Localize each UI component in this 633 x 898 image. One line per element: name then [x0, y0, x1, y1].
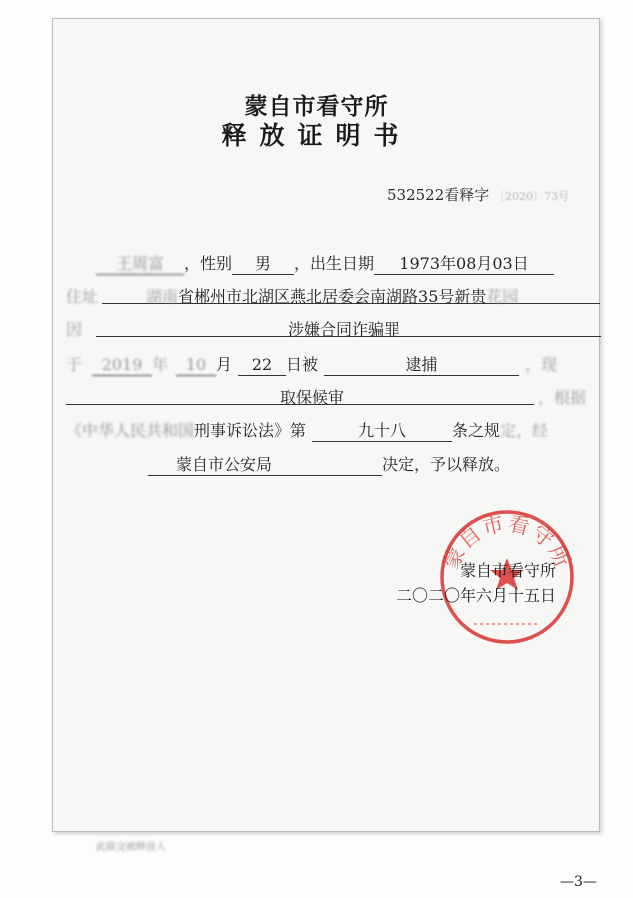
address-prefix: 住址 [66, 287, 99, 306]
detention-month-unit: 月 [216, 355, 233, 374]
detention-month: 10 [176, 355, 216, 376]
release-measure: 取保候审 [280, 388, 345, 407]
person-sex: 男 [232, 254, 294, 275]
detention-line [66, 352, 557, 376]
agency-title: 蒙自市看守所 [244, 93, 389, 120]
decision-line [148, 452, 510, 476]
article-faded-suffix: 定，经 [500, 421, 549, 440]
document-number [387, 184, 569, 205]
document-number-text: 532522看释字 [387, 186, 490, 204]
decision-authority: 蒙自市公安局 [148, 455, 382, 476]
address-province: 湖南 [146, 287, 179, 306]
detention-year: 2019 [92, 355, 152, 376]
footnote: 此联交被释放人 [96, 842, 166, 853]
release-suffix: ，根据 [538, 388, 587, 407]
address-fill [146, 284, 518, 307]
law-faded: 《中华人民共和国 [66, 421, 195, 440]
sex-label: ，性别 [184, 254, 233, 273]
person-line [96, 251, 554, 275]
birth-date: 1973年08月03日 [374, 254, 554, 275]
detention-day: 22 [238, 355, 286, 376]
detention-day-unit: 日被 [286, 355, 319, 374]
detention-year-unit: 年 [152, 355, 169, 374]
address-suffix: 花园 [486, 287, 519, 306]
detention-measure: 逮捕 [324, 355, 519, 376]
document-title: 释放证明书 [221, 121, 412, 150]
charge-prefix: 因 [66, 320, 83, 339]
detention-prefix: 于 [66, 355, 83, 374]
law-name: 刑事诉讼法》 [194, 421, 291, 440]
document-number-faded: 〔2020〕73号 [494, 190, 570, 203]
charge-text: 涉嫌合同诈骗罪 [288, 320, 401, 339]
address-line [66, 284, 519, 307]
birth-label: ，出生日期 [294, 254, 375, 273]
article-label: 第 [290, 421, 307, 440]
address-text: 省郴州市北湖区燕北居委会南湖路35号新贵 [178, 287, 487, 306]
charge-line [66, 317, 401, 340]
signing-agency: 蒙自市看守所 [460, 561, 557, 580]
detention-suffix: ，现 [525, 355, 558, 374]
decision-text: 决定，予以释放。 [382, 455, 511, 474]
article-suffix: 条之规 [452, 421, 501, 440]
page-number: —3— [560, 874, 597, 890]
seal-text: 蒙自市看守所 [438, 511, 576, 573]
person-name: 王周富 [96, 254, 184, 275]
signing-date: 二〇二〇年六月十五日 [396, 586, 557, 605]
law-line [66, 418, 548, 442]
law-article: 九十八 [312, 421, 452, 442]
